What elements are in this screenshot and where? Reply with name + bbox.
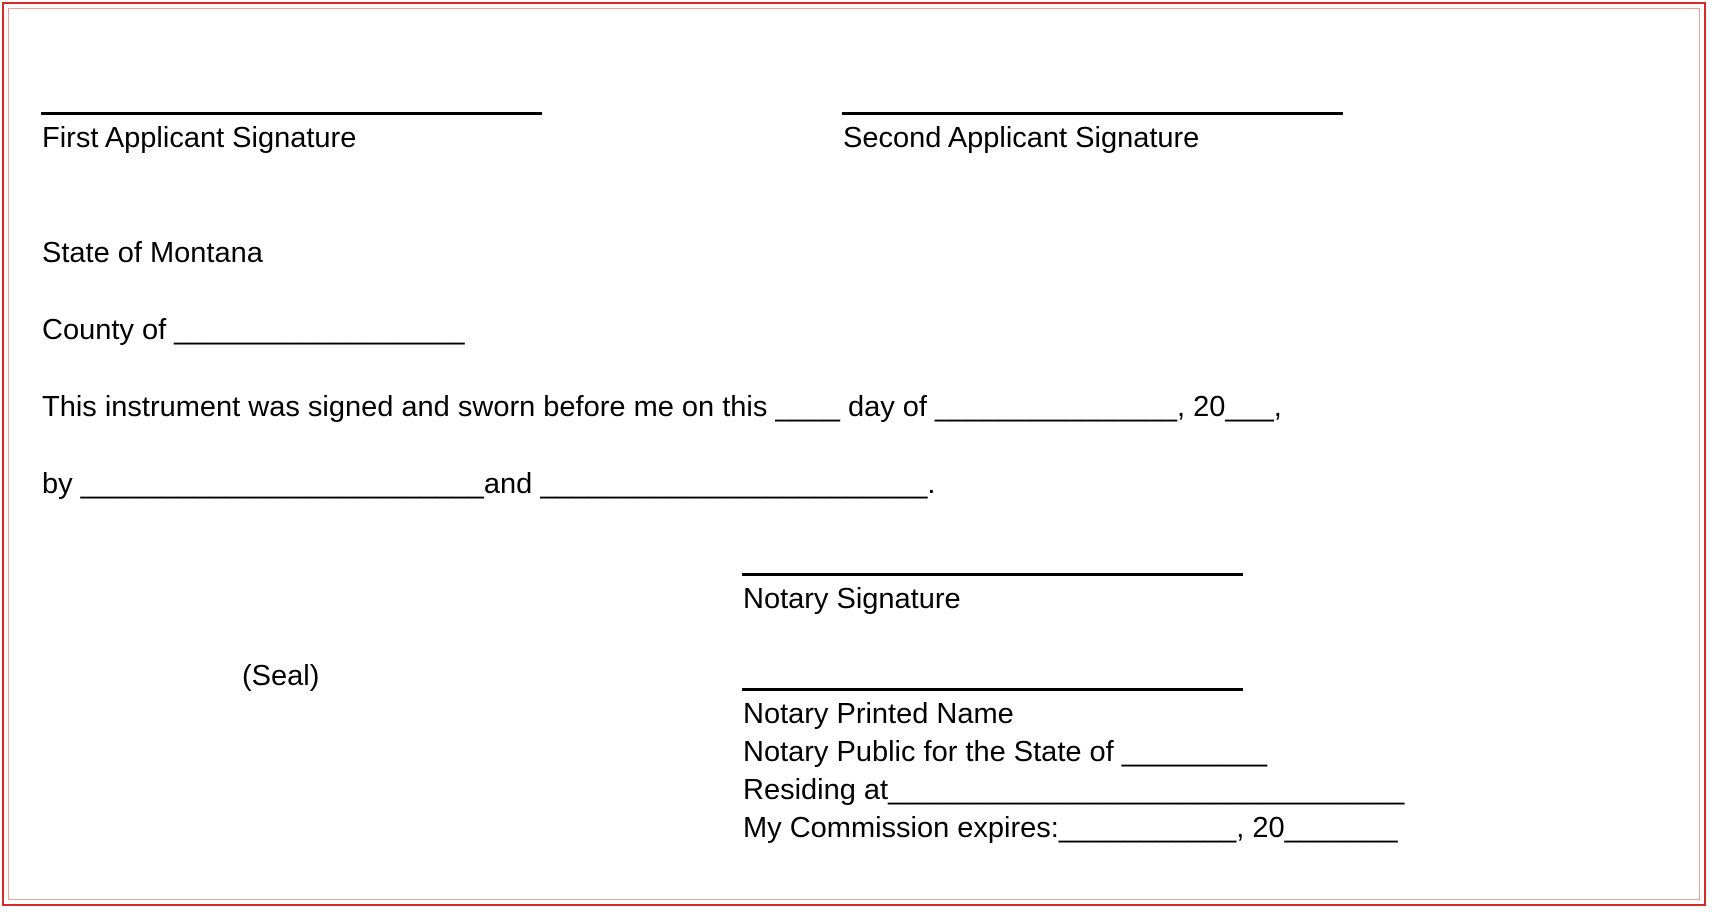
seal-label: (Seal) xyxy=(242,660,320,692)
second-applicant-signature-label: Second Applicant Signature xyxy=(843,122,1200,154)
instrument-sworn-line: This instrument was signed and sworn before me on this ____ day of _______________, 20___, xyxy=(42,391,1282,423)
second-applicant-signature-line xyxy=(842,112,1343,115)
notary-printed-name-label: Notary Printed Name xyxy=(743,698,1014,730)
notary-signature-line xyxy=(742,573,1243,576)
signed-by-line: by _________________________and ________________________. xyxy=(42,468,936,500)
county-line: County of __________________ xyxy=(42,314,465,346)
first-applicant-signature-line xyxy=(41,112,542,115)
notary-public-state-line: Notary Public for the State of _________ xyxy=(743,736,1267,768)
notary-printed-name-line xyxy=(742,688,1243,691)
state-line: State of Montana xyxy=(42,237,263,269)
notary-signature-label: Notary Signature xyxy=(743,583,961,615)
commission-expires-line: My Commission expires:___________, 20_______ xyxy=(743,812,1398,844)
residing-at-line: Residing at________________________________ xyxy=(743,774,1405,806)
first-applicant-signature-label: First Applicant Signature xyxy=(42,122,357,154)
